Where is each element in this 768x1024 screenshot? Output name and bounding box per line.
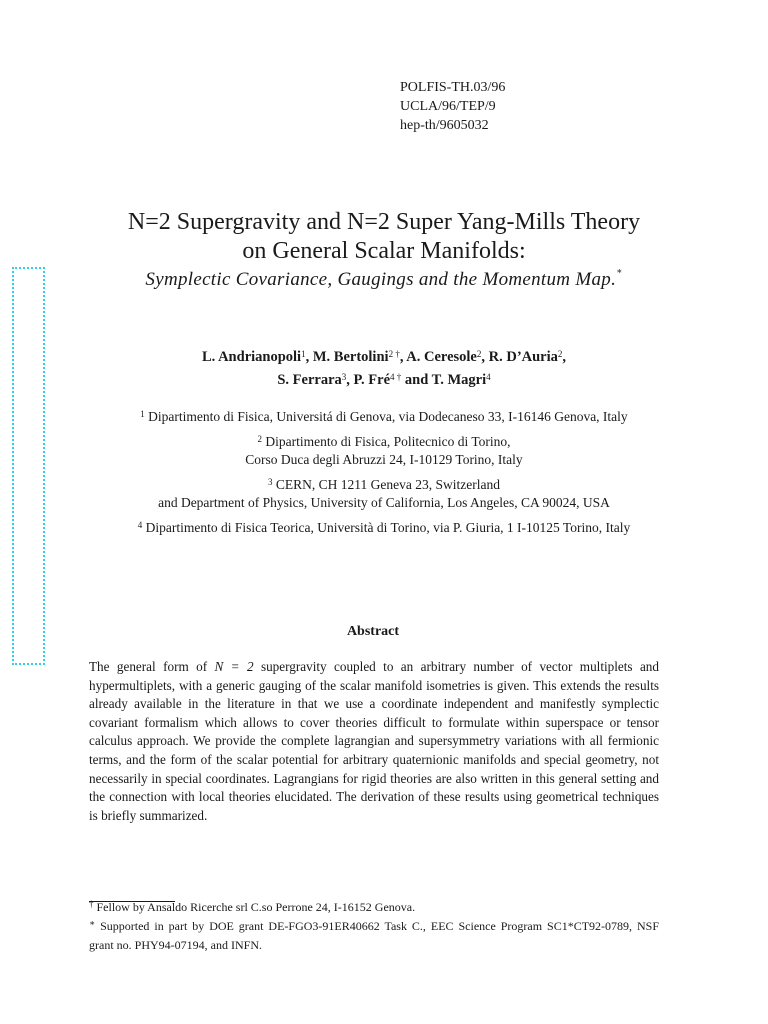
subtitle-text: Symplectic Covariance, Gaugings and the Momentum Map.: [145, 269, 617, 290]
affil-mark: 3: [268, 477, 273, 487]
author-line: [0, 369, 768, 392]
abstract-text: The general form of: [89, 659, 215, 674]
author-name: P. Fré: [353, 372, 391, 388]
author-line: [0, 346, 768, 369]
author-separator: ,: [481, 349, 489, 365]
abstract-heading: Abstract: [346, 624, 400, 639]
author-name: R. D’Auria: [488, 349, 558, 365]
preprint-number: hep-th/9605032: [400, 118, 489, 133]
preprint-number: UCLA/96/TEP/9: [400, 99, 496, 114]
author-affil-mark: 3: [341, 372, 347, 382]
author-affil-mark: 1: [301, 349, 306, 359]
author-affil-mark: 4 †: [390, 372, 402, 382]
author-name: A. Ceresole: [406, 349, 477, 365]
author-name: S. Ferrara: [277, 372, 342, 388]
author-separator: ,: [346, 372, 354, 388]
author-list: [0, 346, 768, 392]
footnote: [89, 898, 659, 917]
footnote-text: Supported in part by DOE grant DE-FGO3-91ER40662 Task C., EEC Science Program SC1*CT92-0789, NSF grant no. PHY94-07194, and INFN.: [89, 919, 659, 952]
preprint-numbers: [400, 78, 505, 135]
footnote-text: Fellow by Ansaldo Ricerche srl C.so Perrone 24, I-16152 Genova.: [96, 900, 416, 914]
footnote-mark: †: [89, 899, 94, 909]
footnote-mark: ∗: [89, 918, 96, 928]
affil-mark: 2: [257, 434, 262, 444]
author-affil-mark: 2: [557, 349, 563, 359]
author-separator: ,: [562, 349, 567, 365]
paper-subtitle: [0, 266, 768, 291]
author-affil-mark: 2 †: [388, 349, 400, 359]
footnotes: [89, 898, 659, 955]
author-name: L. Andrianopoli: [201, 349, 302, 365]
author-name: M. Bertolini: [312, 349, 389, 365]
author-affil-mark: 4: [486, 372, 491, 382]
affil-mark: 1: [140, 409, 145, 419]
author-separator: ,: [305, 349, 313, 365]
author-separator: and: [401, 372, 432, 388]
affil-text: Corso Duca degli Abruzzi 24, I-10129 Torino, Italy: [245, 452, 523, 467]
abstract-body: [89, 658, 659, 825]
title-line: N=2 Supergravity and N=2 Super Yang-Mills Theory: [127, 209, 641, 235]
subtitle-footnote-mark: ∗: [616, 266, 623, 276]
affil-text: Dipartimento di Fisica, Universitá di Genova, via Dodecaneso 33, I-16146 Genova, Italy: [148, 409, 628, 424]
author-separator: ,: [399, 349, 407, 365]
affiliation-4: [0, 519, 768, 537]
affiliation-1: [0, 408, 768, 426]
affiliation-2: [0, 433, 768, 469]
abstract-text: supergravity coupled to an arbitrary number of vector multiplets and hypermultiplets, with a generic gauging of the scalar manifold isometries is given. This extends the results already available in the literature in that we use a coordinate independent and manifestly symplectic covariant formalism which allows to cover theories difficult to formulate within superspace or tensor calculus approach. We provide the complete lagrangian and supersymmetry variations with all fermionic terms, and the form of the scalar potential for arbitrary quaternionic manifolds and special geometry, not necessarily in special coordinates. Lagrangians for rigid theories are also written in this general setting and the connection with local theories elucidated. The derivation of these results using geometrical techniques is briefly summarized.: [89, 659, 659, 823]
preprint-number: POLFIS-TH.03/96: [400, 80, 506, 95]
author-affil-mark: 2: [476, 349, 482, 359]
footnote: [89, 917, 659, 955]
title-line: on General Scalar Manifolds:: [242, 238, 526, 264]
author-name: T. Magri: [431, 372, 487, 388]
affil-mark: 4: [137, 520, 143, 530]
affil-text: Dipartimento di Fisica, Politecnico di Torino,: [265, 434, 511, 449]
affiliation-3: [0, 476, 768, 512]
affil-text: Dipartimento di Fisica Teorica, Università di Torino, via P. Giuria, 1 I-10125 Torino, Italy: [145, 520, 631, 535]
abstract-math: N = 2: [214, 659, 254, 674]
paper-title: [0, 208, 768, 266]
affil-text: and Department of Physics, University of California, Los Angeles, CA 90024, USA: [158, 495, 610, 510]
affil-text: CERN, CH 1211 Geneva 23, Switzerland: [275, 477, 500, 492]
